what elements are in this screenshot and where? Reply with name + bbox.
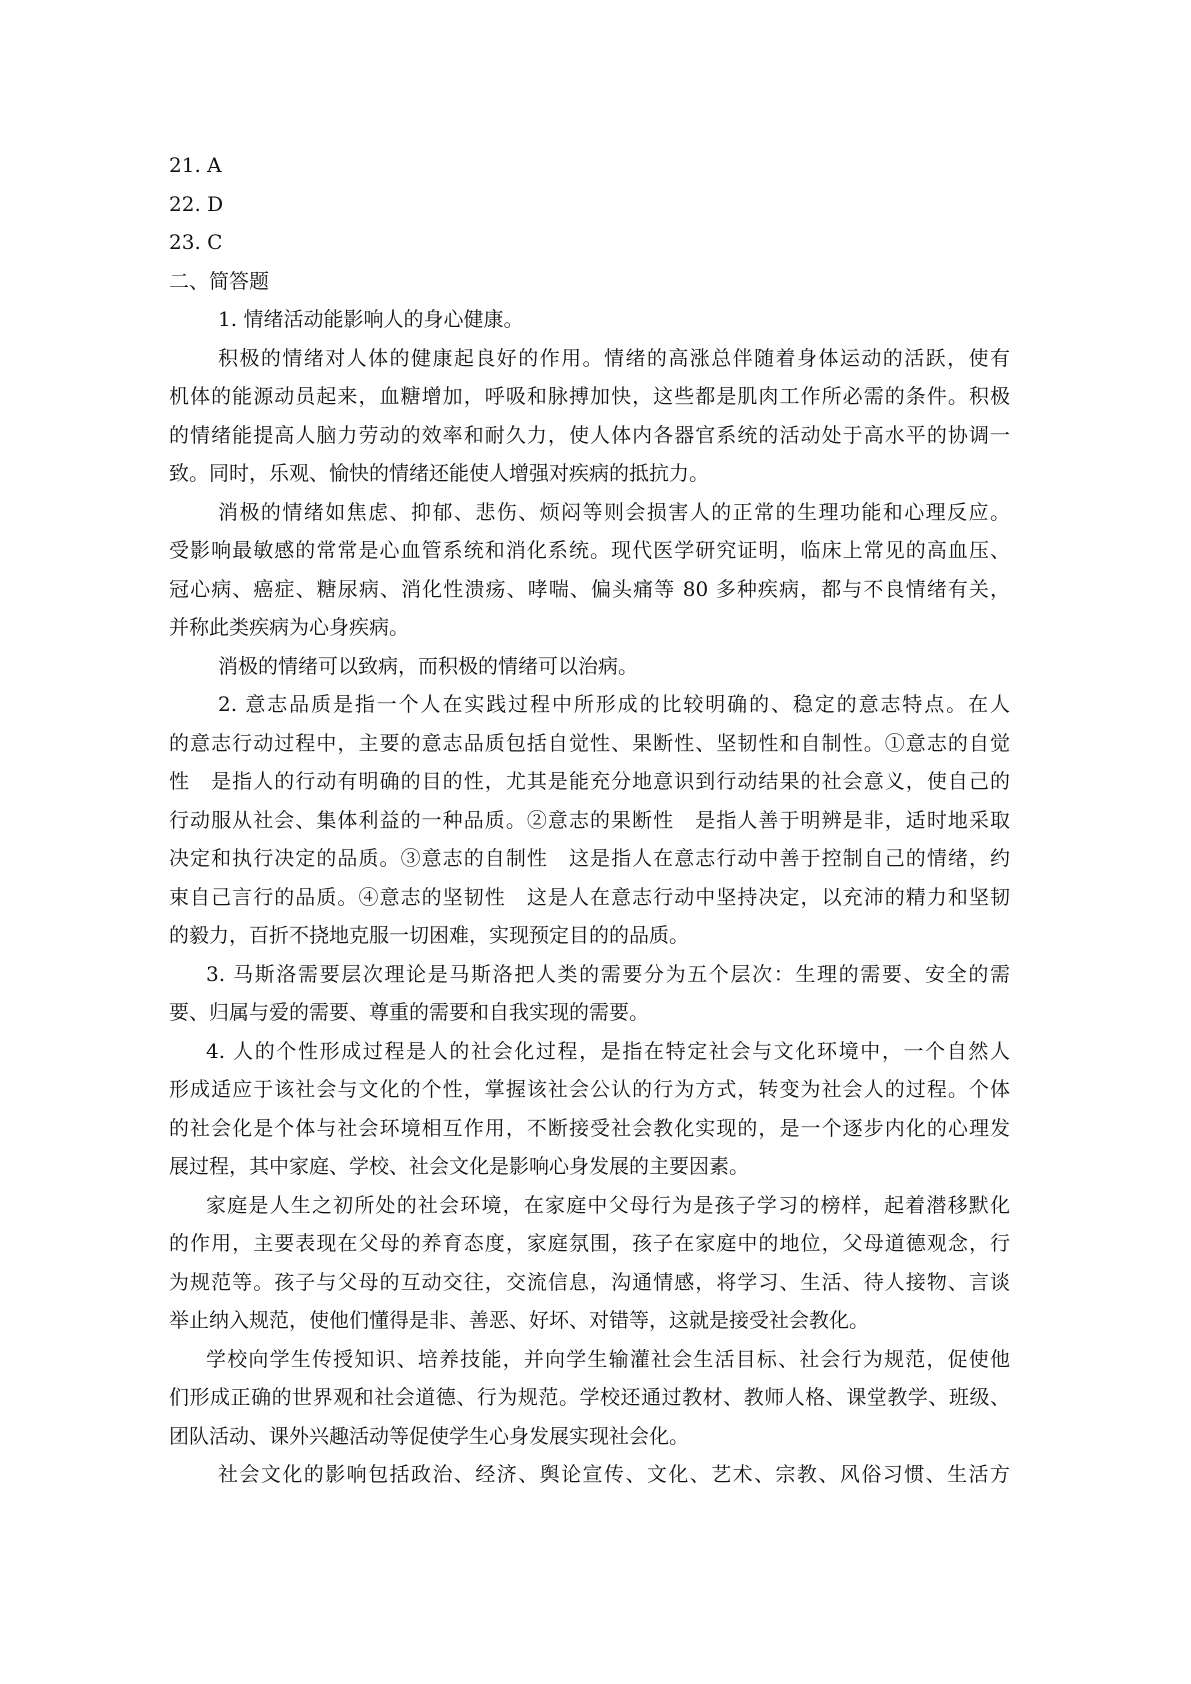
text-line: 4. 人的个性形成过程是人的社会化过程，是指在特定社会与文化环境中，一个自然人 bbox=[206, 1038, 1010, 1063]
text-line: 性 是指人的行动有明确的目的性，尤其是能充分地意识到行动结果的社会意义，使自己的 bbox=[169, 769, 1010, 793]
text-line: 3. 马斯洛需要层次理论是马斯洛把人类的需要分为五个层次：生理的需要、安全的需 bbox=[206, 961, 1010, 986]
text-line: 形成适应于该社会与文化的个性，掌握该社会公认的行为方式，转变为社会人的过程。个体 bbox=[169, 1077, 1010, 1101]
text-line: 机体的能源动员起来，血糖增加，呼吸和脉搏加快，这些都是肌肉工作所必需的条件。积极 bbox=[169, 384, 1010, 408]
text-line: 并称此类疾病为心身疾病。 bbox=[169, 615, 409, 639]
text-line: 积极的情绪对人体的健康起良好的作用。情绪的高涨总伴随着身体运动的活跃，使有 bbox=[218, 345, 1010, 370]
text-line: 的作用，主要表现在父母的养育态度，家庭氛围，孩子在家庭中的地位，父母道德观念，行 bbox=[169, 1231, 1010, 1255]
paragraph-conclusion: 消极的情绪可以致病，而积极的情绪可以治病。 bbox=[218, 653, 638, 678]
question-4-answer bbox=[169, 1032, 1010, 1186]
text-line: 学校向学生传授知识、培养技能，并向学生输灌社会生活目标、社会行为规范，促使他 bbox=[206, 1346, 1010, 1371]
document-page bbox=[169, 146, 1010, 1494]
text-line: 的毅力，百折不挠地克服一切困难，实现预定目的的品质。 bbox=[169, 923, 689, 947]
text-line: 们形成正确的世界观和社会道德、行为规范。学校还通过教材、教师人格、课堂教学、班级、 bbox=[169, 1385, 1010, 1409]
text-line: 展过程，其中家庭、学校、社会文化是影响心身发展的主要因素。 bbox=[169, 1154, 749, 1178]
text-line: 的情绪能提高人脑力劳动的效率和耐久力，使人体内各器官系统的活动处于高水平的协调一 bbox=[169, 422, 1010, 447]
text-line: 束自己言行的品质。④意志的坚韧性 这是人在意志行动中坚持决定，以充沛的精力和坚韧 bbox=[169, 884, 1010, 909]
text-line: 为规范等。孩子与父母的互动交往，交流信息，沟通情感，将学习、生活、待人接物、言谈 bbox=[169, 1269, 1010, 1294]
paragraph-school bbox=[169, 1340, 1010, 1456]
text-line: 受影响最敏感的常常是心血管系统和消化系统。现代医学研究证明，临床上常见的高血压、 bbox=[169, 538, 1010, 562]
text-line: 2. 意志品质是指一个人在实践过程中所形成的比较明确的、稳定的意志特点。在人 bbox=[218, 692, 1010, 716]
paragraph-positive-emotions bbox=[169, 339, 1010, 493]
text-line: 要、归属与爱的需要、尊重的需要和自我实现的需要。 bbox=[169, 1000, 649, 1024]
text-line: 家庭是人生之初所处的社会环境，在家庭中父母行为是孩子学习的榜样，起着潜移默化 bbox=[206, 1192, 1010, 1217]
text-line: 的意志行动过程中，主要的意志品质包括自觉性、果断性、坚韧性和自制性。①意志的自觉 bbox=[169, 730, 1010, 755]
text-line: 行动服从社会、集体利益的一种品质。②意志的果断性 是指人善于明辨是非，适时地采取 bbox=[169, 807, 1010, 832]
answer-item: 22. D bbox=[169, 191, 224, 216]
question-1-title: 1. 情绪活动能影响人的身心健康。 bbox=[218, 307, 524, 331]
answer-item: 21. A bbox=[169, 153, 222, 177]
text-line: 的社会化是个体与社会环境相互作用，不断接受社会教化实现的，是一个逐步内化的心理发 bbox=[169, 1115, 1010, 1140]
question-3-answer bbox=[169, 955, 1010, 1032]
section-heading: 二、简答题 bbox=[169, 268, 269, 293]
text-line: 团队活动、课外兴趣活动等促使学生心身发展实现社会化。 bbox=[169, 1423, 689, 1448]
answer-list bbox=[169, 146, 1010, 262]
text-line: 冠心病、癌症、糖尿病、消化性溃疡、哮喘、偏头痛等 80 多种疾病，都与不良情绪有关， bbox=[169, 576, 1010, 601]
text-line: 决定和执行决定的品质。③意志的自制性 这是指人在意志行动中善于控制自己的情绪，约 bbox=[169, 846, 1010, 870]
text-line: 消极的情绪如焦虑、抑郁、悲伤、烦闷等则会损害人的正常的生理功能和心理反应。 bbox=[218, 499, 1010, 524]
paragraph-negative-emotions bbox=[169, 493, 1010, 647]
question-2-answer bbox=[169, 685, 1010, 955]
text-line: 社会文化的影响包括政治、经济、舆论宣传、文化、艺术、宗教、风俗习惯、生活方 bbox=[218, 1462, 1010, 1486]
answer-item: 23. C bbox=[169, 230, 223, 254]
paragraph-social-culture bbox=[169, 1455, 1010, 1494]
text-line: 致。同时，乐观、愉快的情绪还能使人增强对疾病的抵抗力。 bbox=[169, 461, 709, 485]
paragraph-family bbox=[169, 1186, 1010, 1340]
text-line: 举止纳入规范，使他们懂得是非、善恶、好坏、对错等，这就是接受社会教化。 bbox=[169, 1308, 869, 1332]
